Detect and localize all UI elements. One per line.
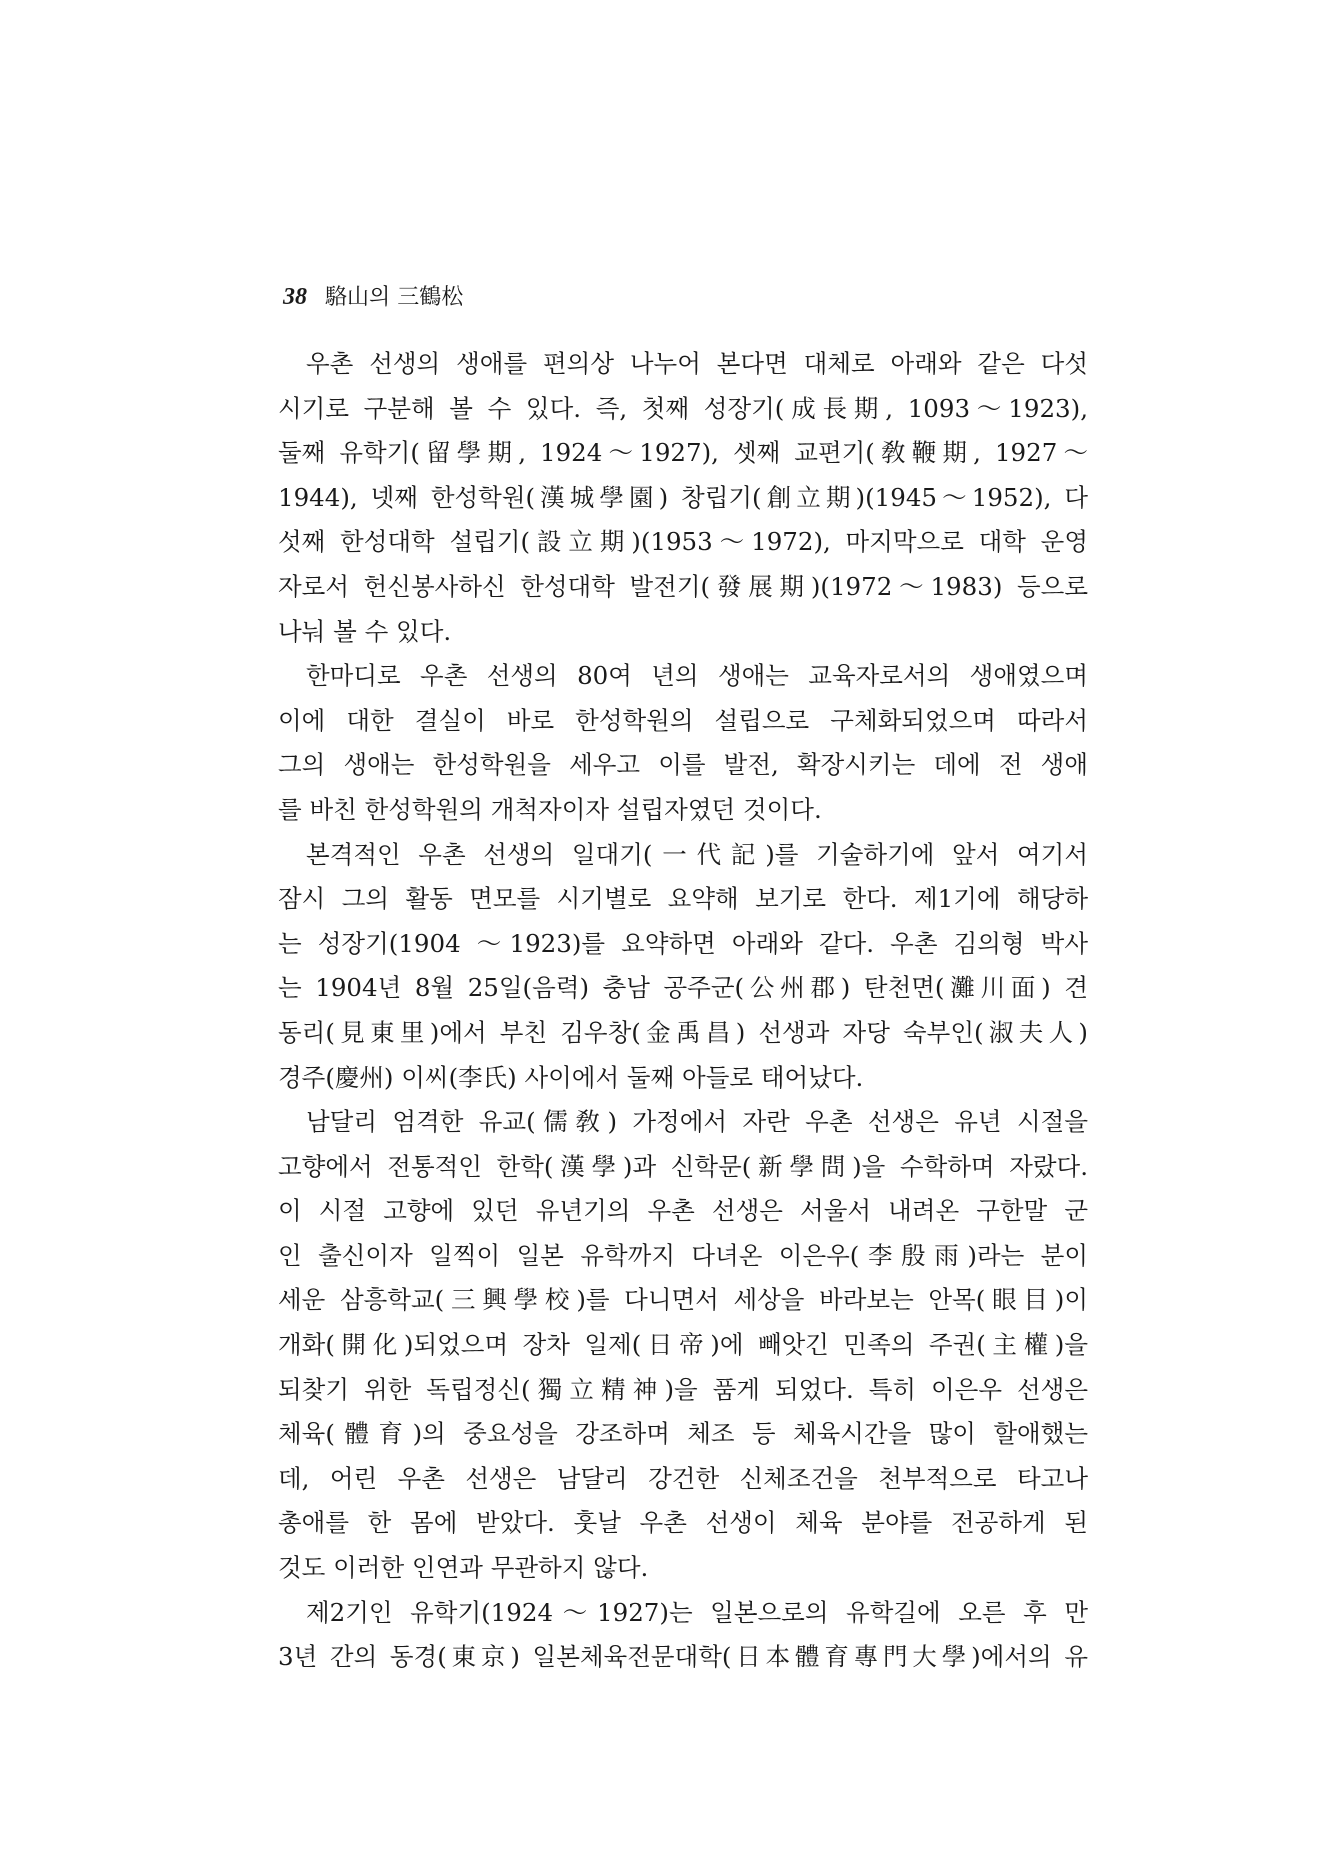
text-line: 3년 간의 동경(東京) 일본체육전문대학(日本體育專門大學)에서의 유 — [278, 1642, 1088, 1672]
text-line: 개화(開化)되었으며 장차 일제(日帝)에 빼앗긴 민족의 주권(主權)을 — [278, 1330, 1088, 1360]
paragraph — [278, 833, 1088, 1101]
text-line: 세운 삼흥학교(三興學校)를 다니면서 세상을 바라보는 안목(眼目)이 — [278, 1285, 1088, 1315]
text-line: 경주(慶州) 이씨(李氏) 사이에서 둘째 아들로 태어났다. — [278, 1062, 864, 1092]
text-line: 나눠 볼 수 있다. — [278, 616, 452, 646]
text-line: 는 성장기(1904 ～1923)를 요약하면 아래와 같다. 우촌 김의형 박사 — [278, 928, 1088, 958]
text-line: 고향에서 전통적인 한학(漢學)과 신학문(新學問)을 수학하며 자랐다. — [278, 1151, 1088, 1181]
text-line: 데, 어린 우촌 선생은 남달리 강건한 신체조건을 천부적으로 타고나 — [278, 1463, 1088, 1493]
page-header — [283, 280, 463, 320]
text-line: 한마디로 우촌 선생의 80여 년의 생애는 교육자로서의 생애였으며 — [306, 661, 1088, 691]
text-line: 는 1904년 8월 25일(음력) 충남 공주군(公州郡) 탄천면(灘川面) 견 — [278, 973, 1088, 1003]
text-line: 그의 생애는 한성학원을 세우고 이를 발전, 확장시키는 데에 전 생애 — [278, 750, 1088, 780]
running-title: 駱山의 三鶴松 — [325, 285, 464, 310]
paragraph — [278, 342, 1088, 654]
text-line: 잠시 그의 활동 면모를 시기별로 요약해 보기로 한다. 제1기에 해당하 — [278, 884, 1088, 914]
paragraph — [278, 1591, 1088, 1680]
text-line: 우촌 선생의 생애를 편의상 나누어 본다면 대체로 아래와 같은 다섯 — [306, 349, 1088, 378]
text-line: 인 출신이자 일찍이 일본 유학까지 다녀온 이은우(李殷雨)라는 분이 — [278, 1240, 1088, 1270]
page-number: 38 — [283, 284, 307, 310]
text-line: 남달리 엄격한 유교(儒敎) 가정에서 자란 우촌 선생은 유년 시절을 — [306, 1107, 1088, 1137]
text-line: 본격적인 우촌 선생의 일대기(一代記)를 기술하기에 앞서 여기서 — [306, 839, 1088, 869]
text-line: 1944), 넷째 한성학원(漢城學園) 창립기(創立期)(1945～1952), 다 — [278, 482, 1088, 512]
text-line: 되찾기 위한 독립정신(獨立精神)을 품게 되었다. 특히 이은우 선생은 — [278, 1374, 1088, 1404]
text-line: 시기로 구분해 볼 수 있다. 즉, 첫째 성장기(成長期, 1093～1923), — [278, 393, 1088, 423]
text-line: 동리(見東里)에서 부친 김우창(金禹昌) 선생과 자당 숙부인(淑夫人) — [278, 1017, 1088, 1047]
paragraph — [278, 1100, 1088, 1591]
text-line: 총애를 한 몸에 받았다. 훗날 우촌 선생이 체육 분야를 전공하게 된 — [278, 1508, 1088, 1538]
text-line: 를 바친 한성학원의 개척자이자 설립자였던 것이다. — [278, 794, 822, 824]
text-line: 제2기인 유학기(1924～1927)는 일본으로의 유학길에 오른 후 만 — [306, 1597, 1088, 1627]
text-line: 이 시절 고향에 있던 유년기의 우촌 선생은 서울서 내려온 구한말 군 — [278, 1196, 1088, 1226]
text-line: 이에 대한 결실이 바로 한성학원의 설립으로 구체화되었으며 따라서 — [278, 705, 1088, 735]
text-line: 자로서 헌신봉사하신 한성대학 발전기(發展期)(1972～1983) 등으로 — [278, 571, 1088, 601]
paragraph — [278, 654, 1088, 832]
text-line: 것도 이러한 인연과 무관하지 않다. — [278, 1553, 649, 1583]
text-line: 둘째 유학기(留學期, 1924～1927), 셋째 교편기(敎鞭期, 1927～ — [278, 438, 1088, 468]
text-line: 섯째 한성대학 설립기(設立期)(1953～1972), 마지막으로 대학 운영 — [278, 527, 1088, 557]
text-line: 체육(體育)의 중요성을 강조하며 체조 등 체육시간을 많이 할애했는 — [278, 1419, 1088, 1449]
body-text — [278, 342, 1088, 1680]
